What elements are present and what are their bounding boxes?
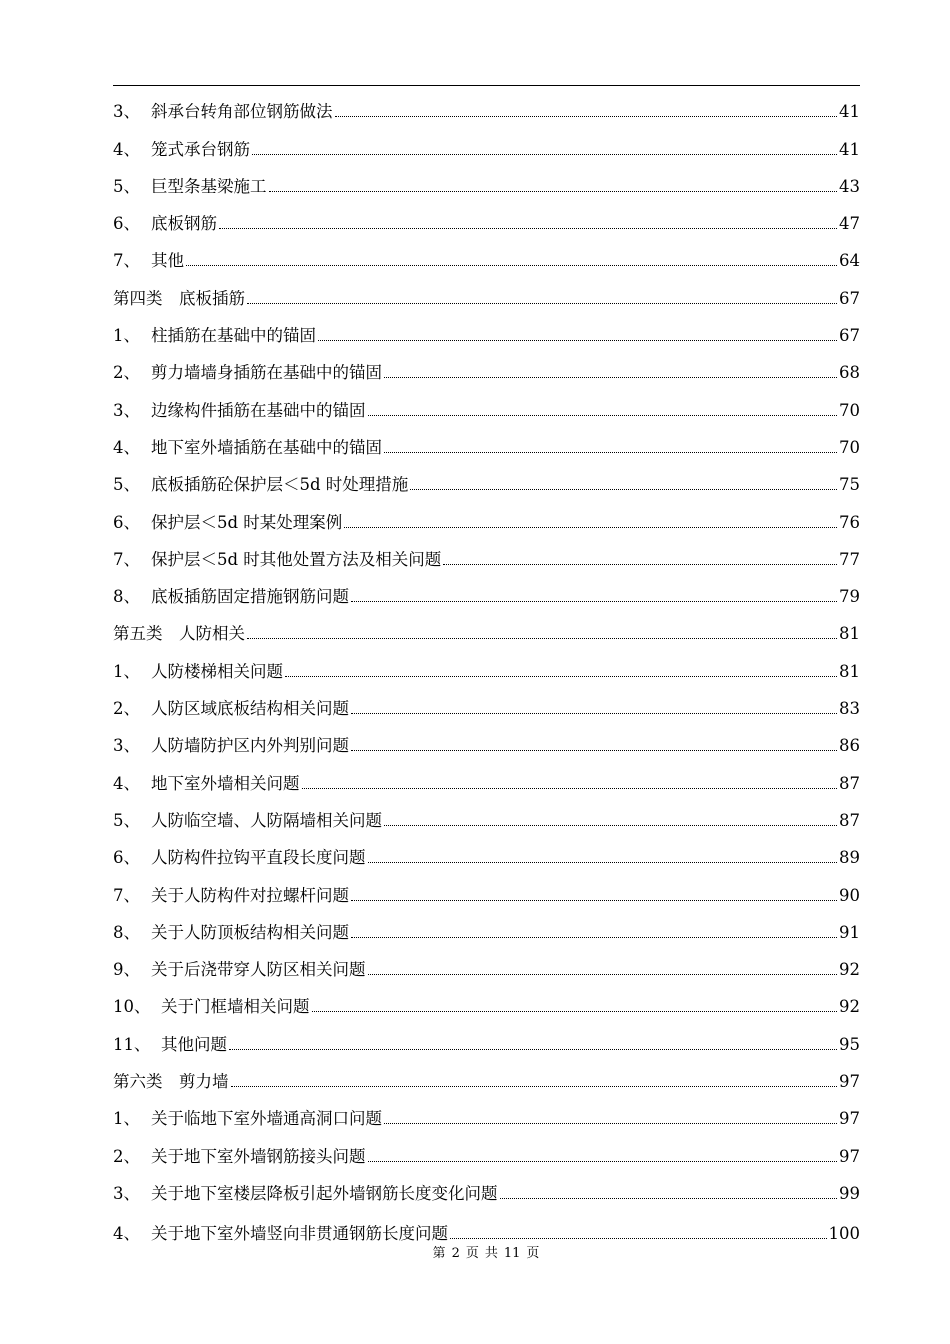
toc-entry-page-number: 47 <box>839 214 860 234</box>
toc-entry-title: 保护层＜5d 时某处理案例 <box>151 512 343 532</box>
toc-entry-number: 4、 <box>113 139 140 159</box>
toc-entry-page-number: 87 <box>839 773 860 793</box>
toc-entry-title: 其他问题 <box>161 1034 227 1054</box>
toc-entry-title: 人防楼梯相关问题 <box>151 661 283 681</box>
toc-entry-title: 第四类 底板插筋 <box>113 288 245 308</box>
toc-entry-page-number: 92 <box>839 960 860 980</box>
toc-entry-label <box>113 662 283 688</box>
toc-entry[interactable] <box>113 277 860 314</box>
toc-entry-title: 柱插筋在基础中的锚固 <box>151 326 316 346</box>
footer-page-word: 页 <box>465 1246 479 1261</box>
toc-dot-leader <box>344 527 837 528</box>
toc-entry-label <box>113 736 349 762</box>
toc-dot-leader <box>351 937 837 938</box>
toc-entry-number: 1、 <box>113 661 140 681</box>
footer-prefix: 第 <box>432 1246 446 1261</box>
toc-entry-page-number: 87 <box>839 810 860 830</box>
toc-entry-title: 斜承台转角部位钢筋做法 <box>151 102 333 122</box>
header-rule <box>113 85 860 86</box>
toc-entry-title: 巨型条基梁施工 <box>151 176 267 196</box>
toc-entry-number: 4、 <box>113 1223 140 1243</box>
toc-entry-title: 边缘构件插筋在基础中的锚固 <box>151 400 366 420</box>
toc-entry-label <box>113 1184 498 1210</box>
toc-dot-leader <box>269 191 838 192</box>
toc-entry-page-number: 75 <box>839 475 860 495</box>
toc-entry-page-number: 91 <box>839 922 860 942</box>
toc-entry-title: 第五类 人防相关 <box>113 624 245 644</box>
toc-entry-number: 6、 <box>113 512 140 532</box>
toc-entry-number: 4、 <box>113 437 140 457</box>
toc-dot-leader <box>351 713 837 714</box>
toc-entry-page-number: 64 <box>839 251 860 271</box>
toc-dot-leader <box>443 564 837 565</box>
toc-entry-title: 关于后浇带穿人防区相关问题 <box>151 960 366 980</box>
toc-dot-leader <box>229 1049 837 1050</box>
toc-entry-page-number: 77 <box>839 549 860 569</box>
toc-entry-label <box>113 214 217 240</box>
toc-entry-label <box>113 550 441 576</box>
toc-entry-label <box>113 774 300 800</box>
toc-entry-label <box>113 960 366 986</box>
toc-entry-title: 第六类 剪力墙 <box>113 1072 229 1092</box>
toc-entry-page-number: 76 <box>839 512 860 532</box>
toc-entry-label <box>113 289 245 315</box>
toc-entry[interactable] <box>113 949 860 986</box>
toc-entry[interactable] <box>113 800 860 837</box>
toc-entry[interactable] <box>113 128 860 165</box>
footer-total-prefix: 共 <box>484 1246 498 1261</box>
toc-dot-leader <box>384 825 837 826</box>
toc-entry-label <box>113 513 342 539</box>
toc-entry-page-number: 92 <box>839 997 860 1017</box>
toc-entry-title: 人防构件拉钩平直段长度问题 <box>151 848 366 868</box>
toc-entry[interactable] <box>113 427 860 464</box>
toc-dot-leader <box>368 1161 838 1162</box>
toc-entry[interactable] <box>113 539 860 576</box>
toc-entry[interactable] <box>113 203 860 240</box>
toc-dot-leader <box>351 750 837 751</box>
toc-dot-leader <box>368 974 838 975</box>
toc-entry-label <box>113 699 349 725</box>
toc-entry-title: 地下室外墙相关问题 <box>151 773 300 793</box>
toc-entry[interactable] <box>113 1061 860 1098</box>
toc-entry-label <box>113 1072 229 1098</box>
toc-entry-label <box>113 1035 227 1061</box>
toc-entry-page-number: 90 <box>839 885 860 905</box>
toc-entry[interactable] <box>113 874 860 911</box>
toc-entry-number: 2、 <box>113 699 140 719</box>
toc-entry[interactable] <box>113 166 860 203</box>
toc-entry-label <box>113 140 250 166</box>
toc-entry-number: 5、 <box>113 176 140 196</box>
toc-dot-leader <box>384 377 837 378</box>
toc-entry-title: 关于临地下室外墙通高洞口问题 <box>151 1109 382 1129</box>
toc-entry-label <box>113 997 310 1023</box>
toc-dot-leader <box>302 788 838 789</box>
toc-entry-page-number: 67 <box>839 288 860 308</box>
toc-entry-label <box>113 326 316 352</box>
toc-entry[interactable] <box>113 912 860 949</box>
toc-dot-leader <box>384 452 837 453</box>
footer-suffix: 页 <box>526 1246 540 1261</box>
toc-entry-number: 7、 <box>113 251 140 271</box>
toc-dot-leader <box>186 265 837 266</box>
toc-dot-leader <box>312 1011 838 1012</box>
toc-entry[interactable] <box>113 1098 860 1135</box>
toc-entry[interactable] <box>113 650 860 687</box>
toc-entry-title: 其他 <box>151 251 184 271</box>
toc-entry-number: 8、 <box>113 587 140 607</box>
toc-entry-title: 笼式承台钢筋 <box>151 139 250 159</box>
toc-entry-number: 7、 <box>113 549 140 569</box>
toc-entry-title: 人防区域底板结构相关问题 <box>151 699 349 719</box>
toc-entry-title: 保护层＜5d 时其他处置方法及相关问题 <box>151 549 442 569</box>
toc-entry[interactable] <box>113 837 860 874</box>
toc-entry-title: 关于地下室外墙钢筋接头问题 <box>151 1146 366 1166</box>
toc-entry-label <box>113 251 184 277</box>
toc-entry-number: 6、 <box>113 214 140 234</box>
toc-entry-number: 3、 <box>113 400 140 420</box>
toc-entry[interactable] <box>113 352 860 389</box>
toc-dot-leader <box>384 1123 837 1124</box>
toc-entry-number: 3、 <box>113 102 140 122</box>
toc-entry-page-number: 68 <box>839 363 860 383</box>
toc-entry[interactable] <box>113 464 860 501</box>
toc-entry-label <box>113 1109 382 1135</box>
toc-dot-leader <box>247 638 837 639</box>
toc-entry-label <box>113 587 349 613</box>
toc-entry-page-number: 70 <box>839 437 860 457</box>
toc-entry-page-number: 97 <box>839 1109 860 1129</box>
toc-entry-label <box>113 624 245 650</box>
toc-dot-leader <box>247 303 837 304</box>
toc-dot-leader <box>368 862 838 863</box>
toc-entry-label <box>113 1147 366 1173</box>
toc-entry[interactable] <box>113 1135 860 1172</box>
toc-entry-number: 6、 <box>113 848 140 868</box>
toc-entry-label <box>113 401 366 427</box>
toc-entry[interactable] <box>113 613 860 650</box>
toc-entry-page-number: 100 <box>828 1223 860 1243</box>
toc-entry[interactable] <box>113 762 860 799</box>
toc-dot-leader <box>351 900 837 901</box>
toc-entry[interactable] <box>113 1173 860 1210</box>
toc-entry[interactable] <box>113 725 860 762</box>
toc-entry-title: 关于人防构件对拉螺杆问题 <box>151 885 349 905</box>
toc-entry[interactable] <box>113 389 860 426</box>
footer-current-page: 2 <box>451 1246 460 1261</box>
toc-entry[interactable] <box>113 1023 860 1060</box>
toc-entry[interactable] <box>113 501 860 538</box>
toc-entry-page-number: 41 <box>839 139 860 159</box>
toc-entry-title: 地下室外墙插筋在基础中的锚固 <box>151 437 382 457</box>
toc-entry[interactable] <box>113 688 860 725</box>
toc-entry-page-number: 70 <box>839 400 860 420</box>
toc-entry-title: 人防墙防护区内外判别问题 <box>151 736 349 756</box>
toc-dot-leader <box>351 601 837 602</box>
toc-entry-number: 1、 <box>113 326 140 346</box>
toc-entry-label <box>113 438 382 464</box>
toc-entry[interactable] <box>113 986 860 1023</box>
toc-dot-leader <box>368 415 838 416</box>
toc-entry-title: 底板插筋固定措施钢筋问题 <box>151 587 349 607</box>
toc-entry-label <box>113 848 366 874</box>
footer-total-pages: 11 <box>503 1246 521 1261</box>
toc-entry-number: 2、 <box>113 1146 140 1166</box>
toc-entry-number: 7、 <box>113 885 140 905</box>
toc-entry-page-number: 95 <box>839 1034 860 1054</box>
toc-entry-page-number: 97 <box>839 1146 860 1166</box>
toc-entry-number: 11、 <box>113 1034 151 1054</box>
toc-entry-page-number: 79 <box>839 587 860 607</box>
toc-entry-label <box>113 363 382 389</box>
toc-entry-number: 8、 <box>113 922 140 942</box>
toc-entry-label <box>113 923 349 949</box>
table-of-contents <box>113 91 860 1250</box>
toc-entry-label <box>113 475 408 501</box>
toc-entry-page-number: 99 <box>839 1183 860 1203</box>
toc-entry-page-number: 83 <box>839 699 860 719</box>
toc-dot-leader <box>450 1238 827 1239</box>
toc-dot-leader <box>500 1198 838 1199</box>
toc-entry-number: 2、 <box>113 363 140 383</box>
toc-entry-page-number: 89 <box>839 848 860 868</box>
toc-entry-title: 人防临空墙、人防隔墙相关问题 <box>151 810 382 830</box>
toc-entry-title: 关于门框墙相关问题 <box>161 997 310 1017</box>
toc-entry-title: 底板插筋砼保护层＜5d 时处理措施 <box>151 475 409 495</box>
toc-entry-page-number: 81 <box>839 661 860 681</box>
toc-entry-page-number: 43 <box>839 176 860 196</box>
toc-entry-label <box>113 177 267 203</box>
toc-entry-page-number: 97 <box>839 1072 860 1092</box>
toc-entry-number: 10、 <box>113 997 151 1017</box>
toc-entry-page-number: 67 <box>839 326 860 346</box>
toc-entry-page-number: 41 <box>839 102 860 122</box>
toc-entry-title: 底板钢筋 <box>151 214 217 234</box>
toc-entry-number: 9、 <box>113 960 140 980</box>
toc-entry-title: 关于地下室楼层降板引起外墙钢筋长度变化问题 <box>151 1183 498 1203</box>
toc-entry-label <box>113 811 382 837</box>
page-footer <box>0 1246 950 1262</box>
toc-dot-leader <box>410 489 837 490</box>
toc-entry-number: 5、 <box>113 475 140 495</box>
toc-dot-leader <box>335 116 838 117</box>
toc-entry-number: 4、 <box>113 773 140 793</box>
toc-entry-number: 1、 <box>113 1109 140 1129</box>
toc-dot-leader <box>318 340 837 341</box>
toc-entry-label <box>113 886 349 912</box>
toc-entry-number: 5、 <box>113 810 140 830</box>
toc-entry[interactable] <box>113 91 860 128</box>
toc-dot-leader <box>285 676 837 677</box>
toc-entry-title: 关于地下室外墙竖向非贯通钢筋长度问题 <box>151 1223 448 1243</box>
toc-dot-leader <box>252 154 837 155</box>
toc-entry-title: 剪力墙墙身插筋在基础中的锚固 <box>151 363 382 383</box>
toc-dot-leader <box>219 228 837 229</box>
toc-entry-label <box>113 102 333 128</box>
toc-entry-page-number: 86 <box>839 736 860 756</box>
toc-entry-number: 3、 <box>113 736 140 756</box>
toc-entry-page-number: 81 <box>839 624 860 644</box>
toc-entry[interactable] <box>113 1210 860 1250</box>
toc-entry[interactable] <box>113 240 860 277</box>
toc-entry-title: 关于人防顶板结构相关问题 <box>151 922 349 942</box>
toc-entry-number: 3、 <box>113 1183 140 1203</box>
toc-dot-leader <box>231 1086 838 1087</box>
toc-entry[interactable] <box>113 576 860 613</box>
toc-entry[interactable] <box>113 315 860 352</box>
